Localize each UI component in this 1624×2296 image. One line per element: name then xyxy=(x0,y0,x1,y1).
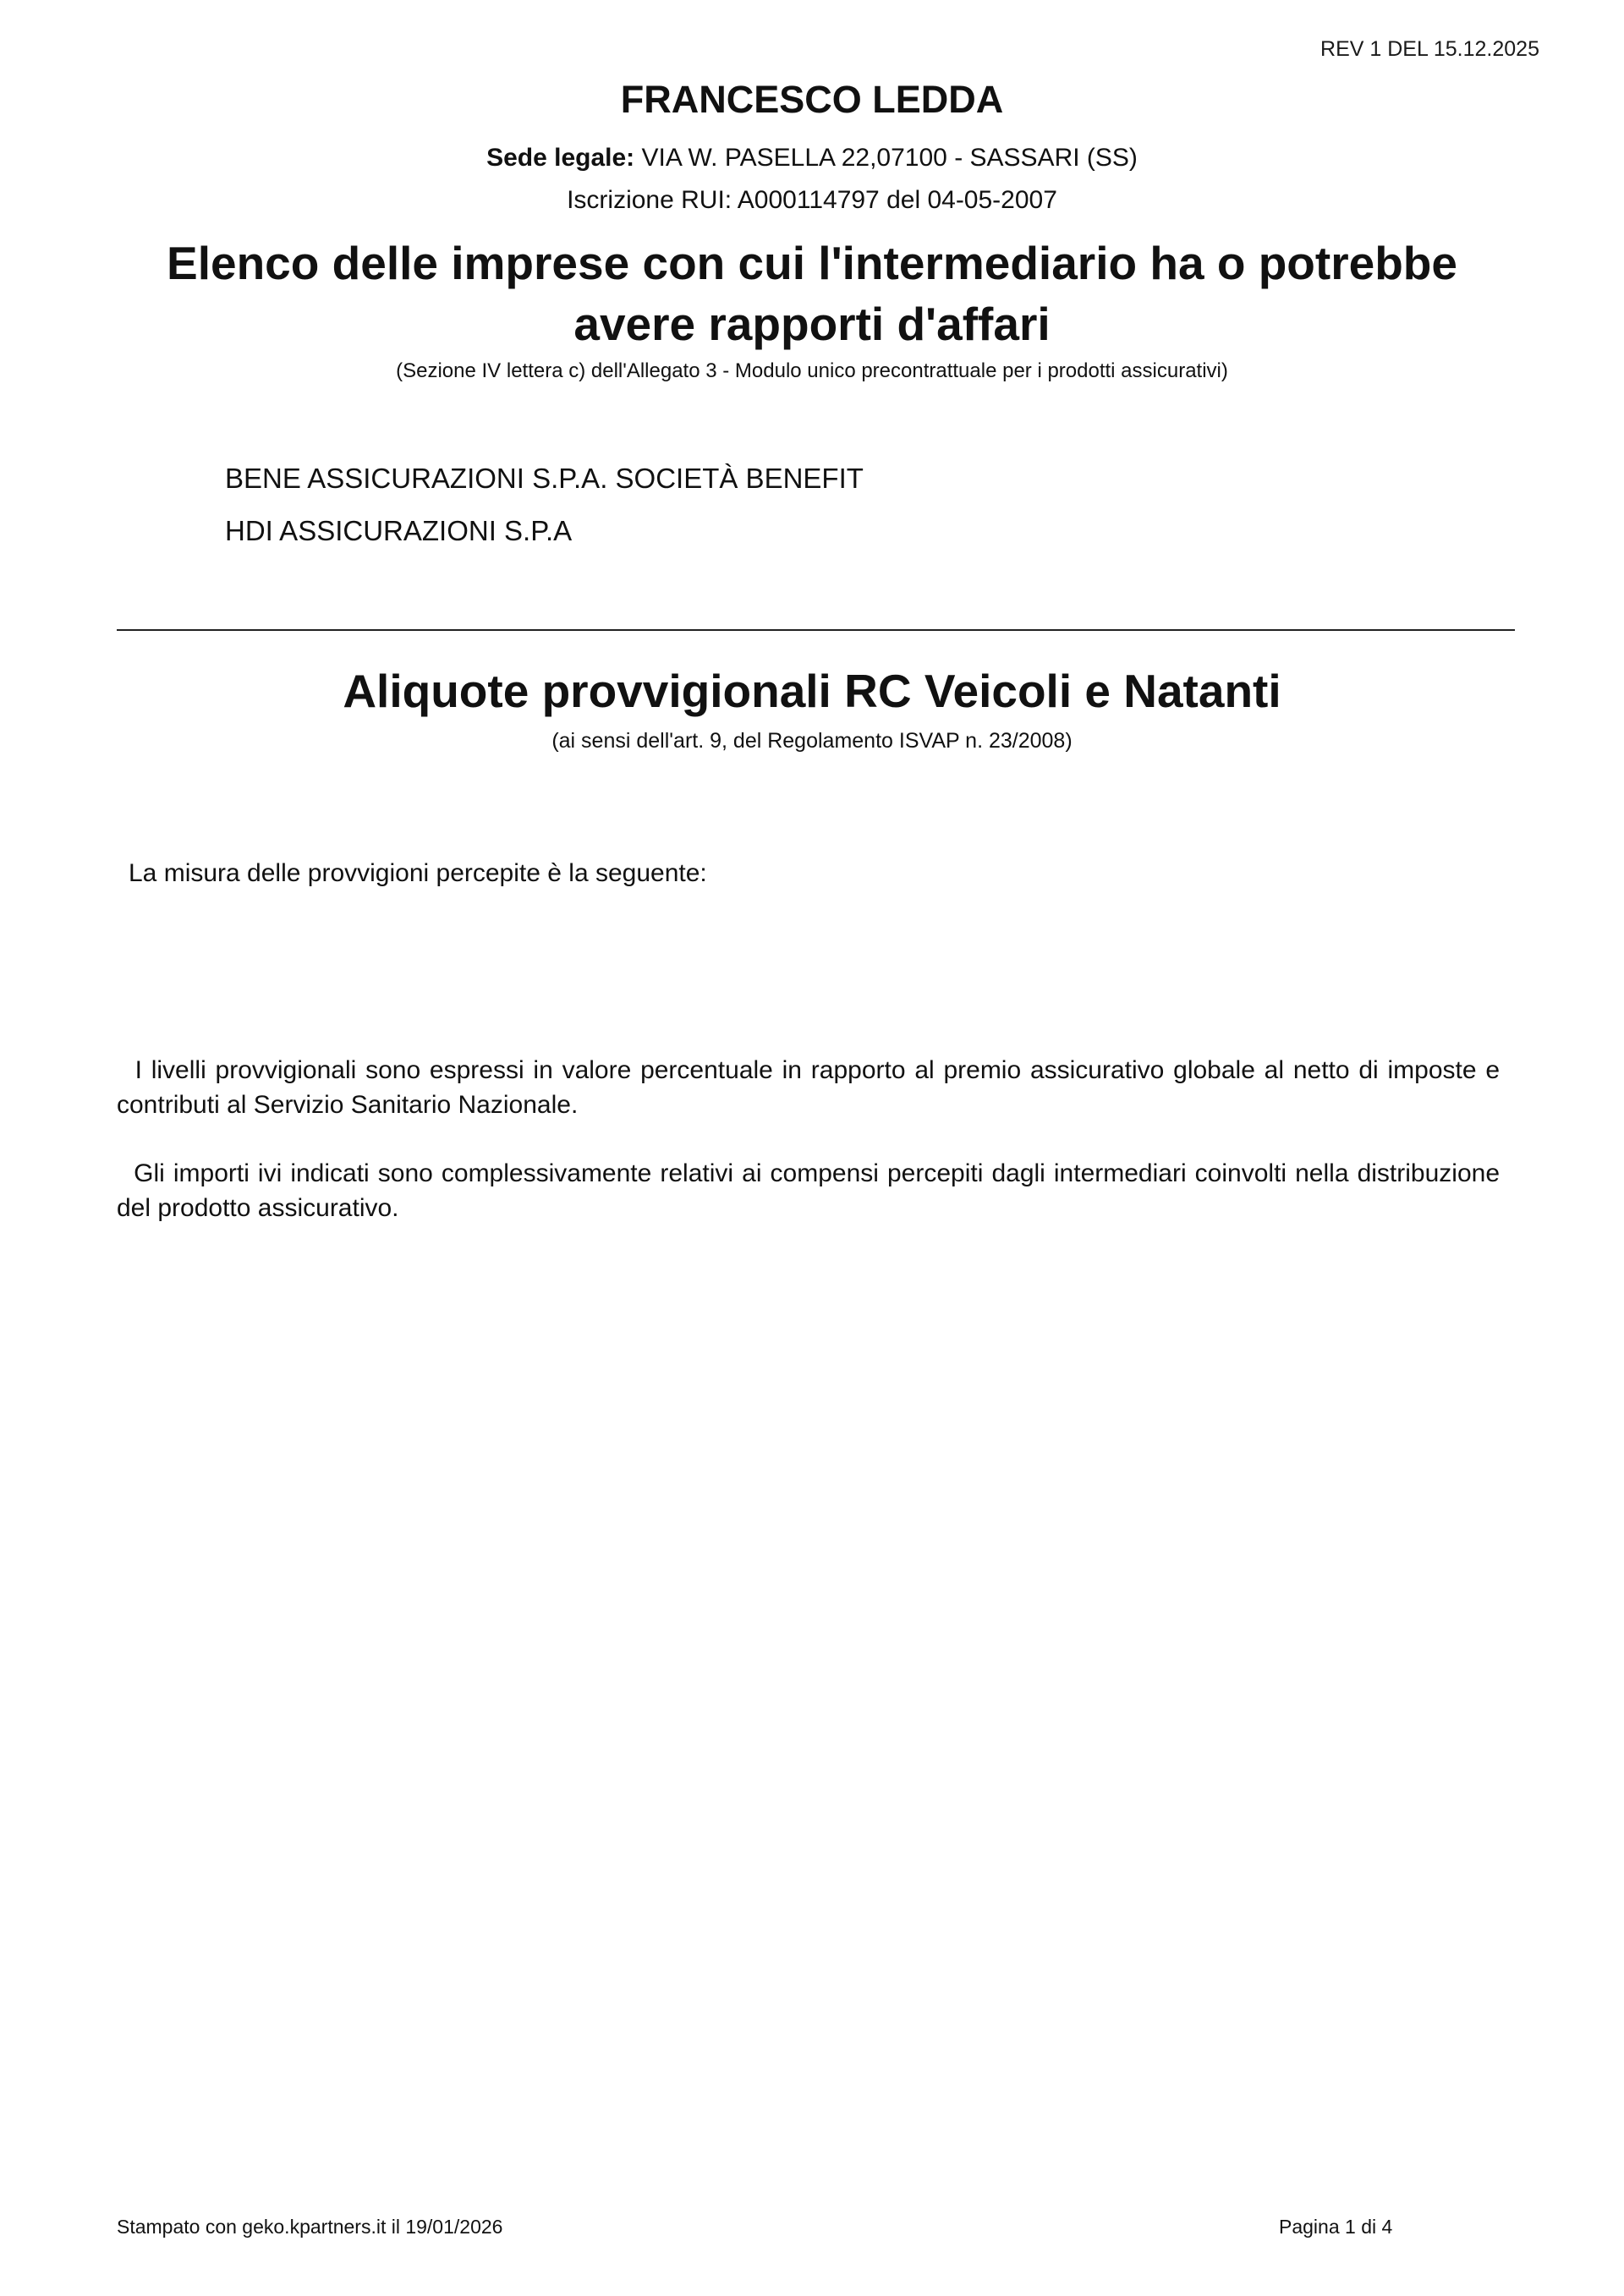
footer-printed-by: Stampato con geko.kpartners.it il 19/01/2026 xyxy=(117,2216,503,2238)
commission-section-title: Aliquote provvigionali RC Veicoli e Natanti xyxy=(343,665,1281,717)
companies-section-title: Elenco delle imprese con cui l'intermediario ha o potrebbe avere rapporti d'affari xyxy=(167,237,1457,350)
paragraph-text: I livelli provvigionali sono espressi in valore percentuale in rapporto al premio assicurativo globale al netto di imposte e contributi al Servizio Sanitario Nazionale. xyxy=(117,1056,1501,1119)
commission-paragraph xyxy=(117,1053,1500,1122)
companies-section-subtitle: (Sezione IV lettera c) dell'Allegato 3 - Modulo unico precontrattuale per i prodotti assicurativi) xyxy=(396,359,1228,382)
company-list xyxy=(225,461,864,566)
rui-registration: Iscrizione RUI: A000114797 del 04-05-2007 xyxy=(567,186,1057,214)
commission-section-subtitle: (ai sensi dell'art. 9, del Regolamento ISVAP n. 23/2008) xyxy=(551,729,1073,753)
registered-office-address: VIA W. PASELLA 22,07100 - SASSARI (SS) xyxy=(634,144,1138,172)
revision-label: REV 1 DEL 15.12.2025 xyxy=(1320,37,1539,61)
commission-intro: La misura delle provvigioni percepite è la seguente: xyxy=(129,859,707,887)
commission-paragraph xyxy=(117,1156,1500,1225)
registered-office xyxy=(0,144,1624,173)
paragraph-text: Gli importi ivi indicati sono complessivamente relativi ai compensi percepiti dagli intermediari coinvolti nella distribuzione del prodotto assicurativo. xyxy=(117,1159,1500,1222)
footer-page-number: Pagina 1 di 4 xyxy=(1279,2216,1393,2238)
intermediary-name: FRANCESCO LEDDA xyxy=(620,78,1004,121)
company-item: BENE ASSICURAZIONI S.P.A. SOCIETÀ BENEFIT xyxy=(225,463,864,494)
section-divider xyxy=(117,629,1515,631)
company-item: HDI ASSICURAZIONI S.P.A xyxy=(225,515,573,546)
registered-office-label: Sede legale: xyxy=(486,144,635,172)
